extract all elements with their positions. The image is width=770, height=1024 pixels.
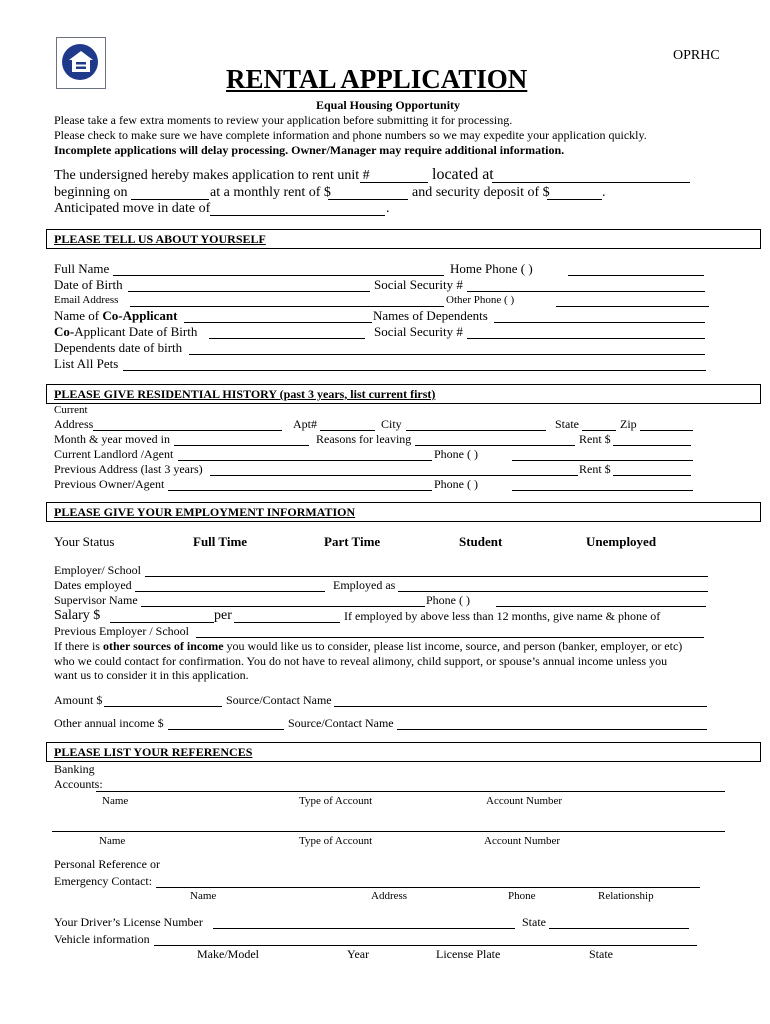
state-field[interactable] — [582, 430, 616, 431]
reasons-field[interactable] — [415, 445, 575, 446]
prev-owner-phone-label: Phone ( ) — [434, 477, 478, 491]
landlord-phone-label: Phone ( ) — [434, 447, 478, 461]
license-label: Your Driver’s License Number — [54, 915, 203, 929]
vehicle-label: Vehicle information — [54, 932, 150, 946]
intro-line-2: Please check to make sure we have complete information and phone numbers so we may expedite your application quickly. — [54, 128, 647, 142]
equal-housing-logo — [56, 37, 106, 89]
city-field[interactable] — [406, 430, 546, 431]
section-employment — [46, 502, 761, 522]
license-state-label: State — [522, 915, 546, 929]
emergency-contact-field[interactable] — [156, 887, 700, 888]
emergency-contact-label: Emergency Contact: — [54, 874, 153, 888]
rent-field-2[interactable] — [613, 475, 691, 476]
contact-address-caption: Address — [371, 890, 408, 902]
rent-label-2: Rent $ — [579, 462, 611, 476]
dob-field[interactable] — [128, 291, 370, 292]
supervisor-phone-field[interactable] — [496, 606, 706, 607]
amount-field[interactable] — [104, 706, 222, 707]
deposit-label: and security deposit of $ — [412, 185, 550, 200]
bank-account-field-1[interactable] — [96, 791, 725, 792]
vehicle-state-caption: State — [589, 947, 613, 961]
year-caption: Year — [347, 947, 370, 961]
bank-number-caption-2: Account Number — [484, 835, 561, 847]
bank-number-caption-1: Account Number — [486, 795, 563, 807]
landlord-field[interactable] — [178, 460, 432, 461]
section-about-heading: PLEASE TELL US ABOUT YOURSELF — [54, 232, 266, 246]
status-full-time[interactable]: Full Time — [193, 534, 248, 549]
prev-owner-label: Previous Owner/Agent — [54, 477, 165, 491]
source-field-1[interactable] — [334, 706, 707, 707]
move-in-field[interactable] — [210, 215, 385, 216]
bank-type-caption-1: Type of Account — [299, 795, 373, 807]
per-field[interactable] — [234, 622, 340, 623]
email-field[interactable] — [130, 306, 444, 307]
intro-line-3: Incomplete applications will delay processing. Owner/Manager may require additional information. — [54, 143, 565, 157]
prev-employer-field[interactable] — [196, 637, 704, 638]
state-label: State — [555, 417, 579, 431]
dependents-names-field[interactable] — [494, 322, 705, 323]
subtitle: Equal Housing Opportunity — [316, 98, 461, 112]
moved-in-label: Month & year moved in — [54, 432, 170, 446]
personal-reference-label: Personal Reference or — [54, 857, 160, 871]
zip-field[interactable] — [640, 430, 693, 431]
ssn-label: Social Security # — [374, 277, 463, 292]
landlord-phone-field[interactable] — [512, 460, 693, 461]
coapplicant-dob-field[interactable] — [209, 338, 365, 339]
prev-employer-label: Previous Employer / School — [54, 624, 189, 638]
dates-employed-field[interactable] — [135, 591, 325, 592]
contact-phone-caption: Phone — [508, 890, 536, 902]
banking-label: Banking — [54, 762, 95, 776]
coapplicant-ssn-field[interactable] — [467, 338, 705, 339]
page-title: RENTAL APPLICATION — [226, 64, 528, 94]
dependents-names-label: Names of Dependents — [373, 308, 488, 323]
dob-label: Date of Birth — [54, 277, 123, 292]
accounts-label: Accounts: — [54, 777, 103, 791]
coapplicant-ssn-label: Social Security # — [374, 324, 463, 339]
license-state-field[interactable] — [549, 928, 689, 929]
intro-line-1: Please take a few extra moments to review your application before submitting it for processing. — [54, 113, 513, 127]
supervisor-label: Supervisor Name — [54, 593, 138, 607]
employer-field[interactable] — [145, 576, 708, 577]
dependents-dob-label: Dependents date of birth — [54, 340, 183, 355]
your-status-label: Your Status — [54, 534, 115, 549]
other-phone-field[interactable] — [556, 306, 709, 307]
prev-address-field[interactable] — [210, 475, 578, 476]
source-label-2: Source/Contact Name — [288, 716, 394, 730]
license-field[interactable] — [213, 928, 515, 929]
bank-account-field-2[interactable] — [52, 831, 725, 832]
label-bold: Co-Applicant — [102, 308, 178, 323]
label-bold: Co- — [54, 324, 75, 339]
dates-employed-label: Dates employed — [54, 578, 132, 592]
dependents-dob-field[interactable] — [189, 354, 705, 355]
bank-name-caption-1: Name — [102, 795, 129, 807]
section-references — [46, 742, 761, 762]
text-bold: other sources of income — [102, 639, 224, 653]
located-at-label: located at — [432, 166, 494, 183]
bank-name-caption-2: Name — [99, 835, 126, 847]
bank-type-caption-2: Type of Account — [299, 835, 373, 847]
contact-relationship-caption: Relationship — [598, 890, 654, 902]
pets-field[interactable] — [123, 370, 706, 371]
monthly-rent-label: at a monthly rent of $ — [210, 185, 331, 200]
email-label: Email Address — [54, 294, 119, 306]
move-in-label: Anticipated move in date of — [54, 201, 211, 216]
coapplicant-name-field[interactable] — [184, 322, 372, 323]
pets-label: List All Pets — [54, 356, 119, 371]
source-label-1: Source/Contact Name — [226, 693, 332, 707]
home-phone-label: Home Phone ( ) — [450, 261, 533, 276]
location-field[interactable] — [492, 182, 690, 183]
address-label: Address — [54, 417, 94, 431]
reasons-label: Reasons for leaving — [316, 432, 412, 446]
label-text: Name of — [54, 308, 103, 323]
coapplicant-dob-label — [54, 324, 197, 340]
per-label: per — [214, 608, 232, 623]
other-income-text-3: want us to consider it in this application. — [54, 668, 249, 682]
full-name-field[interactable] — [113, 275, 444, 276]
apt-field[interactable] — [320, 430, 375, 431]
beginning-field[interactable] — [131, 199, 209, 200]
other-annual-label: Other annual income $ — [54, 716, 164, 730]
period: . — [602, 185, 606, 200]
supervisor-field[interactable] — [141, 606, 425, 607]
coapplicant-name-label — [54, 308, 178, 324]
apt-label: Apt# — [293, 417, 317, 431]
section-residential — [46, 384, 761, 404]
deposit-field[interactable] — [547, 199, 602, 200]
if-employed-note: If employed by above less than 12 months, give name & phone of — [344, 609, 661, 623]
period: . — [386, 201, 390, 216]
salary-field[interactable] — [110, 622, 214, 623]
status-part-time[interactable]: Part Time — [324, 534, 381, 549]
full-name-label: Full Name — [54, 261, 110, 276]
zip-label: Zip — [620, 417, 637, 431]
make-model-caption: Make/Model — [197, 947, 259, 961]
employed-as-field[interactable] — [398, 591, 708, 592]
other-annual-field[interactable] — [168, 729, 284, 730]
prev-owner-phone-field[interactable] — [512, 490, 693, 491]
address-field[interactable] — [93, 430, 282, 431]
status-unemployed[interactable]: Unemployed — [586, 534, 657, 549]
text: If there is — [54, 639, 103, 653]
beginning-label: beginning on — [54, 185, 128, 200]
other-income-text-1 — [54, 639, 682, 654]
rent-label-1: Rent $ — [579, 432, 611, 446]
supervisor-phone-label: Phone ( ) — [426, 593, 470, 607]
section-employment-heading: PLEASE GIVE YOUR EMPLOYMENT INFORMATION — [54, 505, 356, 519]
ssn-field[interactable] — [467, 291, 705, 292]
prev-owner-field[interactable] — [168, 490, 432, 491]
rent-field-1[interactable] — [613, 445, 691, 446]
contact-name-caption: Name — [190, 890, 217, 902]
section-about — [46, 229, 761, 249]
employer-label: Employer/ School — [54, 563, 141, 577]
vehicle-field[interactable] — [154, 945, 697, 946]
text: you would like us to consider, please list income, source, and person (banker, employer, or etc) — [223, 639, 683, 653]
house-glyph-icon — [65, 45, 97, 79]
section-references-heading: PLEASE LIST YOUR REFERENCES — [54, 745, 253, 759]
other-income-text-2: who we could contact for confirmation. You do not have to reveal alimony, child support, or spouse’s annual income unless you — [54, 654, 668, 668]
section-residential-heading: PLEASE GIVE RESIDENTIAL HISTORY (past 3 years, list current first) — [54, 387, 436, 401]
salary-label: Salary $ — [54, 608, 101, 623]
monthly-rent-field[interactable] — [328, 199, 408, 200]
moved-in-field[interactable] — [174, 445, 309, 446]
plate-caption: License Plate — [436, 947, 501, 961]
landlord-label: Current Landlord /Agent — [54, 447, 174, 461]
agency-code: OPRHC — [673, 48, 720, 63]
statement-unit-label: The undersigned hereby makes application to rent unit # — [54, 168, 370, 183]
unit-field[interactable] — [360, 182, 428, 183]
source-field-2[interactable] — [397, 729, 707, 730]
label-text: Applicant Date of Birth — [74, 324, 198, 339]
other-phone-label: Other Phone ( ) — [446, 294, 515, 306]
home-phone-field[interactable] — [568, 275, 704, 276]
prev-address-label: Previous Address (last 3 years) — [54, 462, 203, 476]
city-label: City — [381, 417, 402, 431]
amount-label: Amount $ — [54, 693, 103, 707]
current-label: Current — [54, 404, 88, 416]
employed-as-label: Employed as — [333, 578, 396, 592]
status-student[interactable]: Student — [459, 534, 503, 549]
